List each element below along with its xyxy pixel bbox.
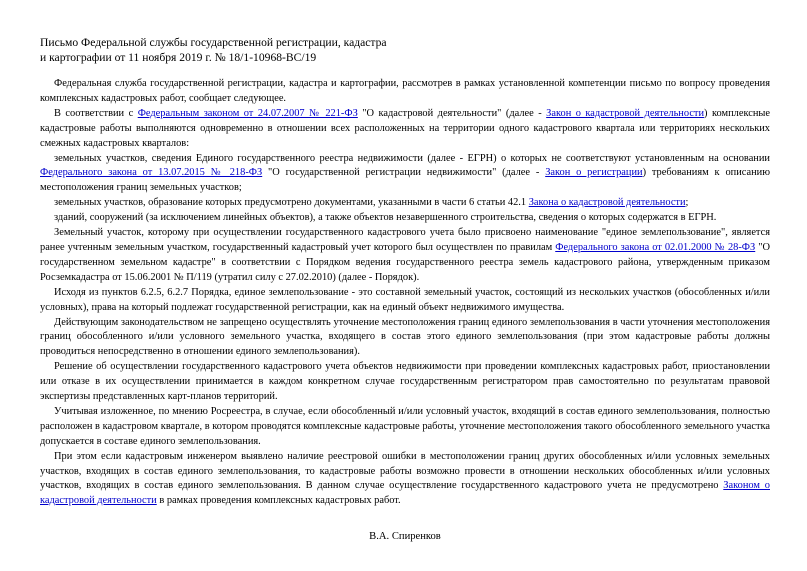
signature: В.А. Спиренков — [369, 531, 441, 543]
paragraph-6 — [40, 226, 770, 286]
p4-text-a: земельных участков, образование которых предусмотрено документами, указанными в части 6 статьи 42.1 — [54, 197, 529, 209]
p2-text-c: ) комплексные кадастровые работы выполняются одновременно в отношении всех расположенных на территории одного кадастрового квартала или территориях нескольких смежных кадастровых кварталов: — [40, 107, 770, 149]
p11-text-a: При этом если кадастровым инженером выявлено наличие реестровой ошибки в местоположении границ других обособленных и/или условных земельных участков, входящих в состав единого землепользования, то кадастровые работы возможно провести в отношении нескольких обособленных и/или условных участков, входящих в состав единого землепользования. В данном случае осуществление государственного кадастрового учета не предусмотрено — [40, 450, 770, 492]
p3-text-c: ) требованиям к описанию местоположения границ земельных участков; — [40, 167, 770, 194]
paragraph-11 — [40, 450, 770, 510]
p4-text-b: ; — [685, 197, 689, 209]
paragraph-10: Учитывая изложенное, по мнению Росреестра, в случае, если обособленный и/или условный участок, входящий в состав единого землепользования, полностью расположен в кадастровом квартале, в котором проводятся комплексные кадастровые работы, уточнение местоположения такого обособленного земельного участка допускается в составе единого землепользования. — [40, 405, 770, 447]
paragraph-7: Исходя из пунктов 6.2.5, 6.2.7 Порядка, единое землепользование - это составной земельный участок, состоящий из нескольких участков (обособленных и/или условных), права на который подлежат государственной регистрации, как на единый объект недвижимого имущества. — [40, 286, 770, 313]
paragraph-5: зданий, сооружений (за исключением линейных объектов), а также объектов незавершенного строительства, сведения о которых содержатся в ЕГРН. — [54, 212, 717, 224]
p2-text-b: "О кадастровой деятельности" (далее - — [357, 107, 547, 119]
paragraph-1: Федеральная служба государственной регистрации, кадастра и картографии, рассмотрев в рамках установленной компетенции письмо по вопросу проведения комплексных кадастровых работ, сообщает следующее. — [40, 78, 770, 104]
cadastral-activity-law-link-3[interactable]: Законом о кадастровой деятельности — [40, 480, 770, 507]
document-body — [40, 77, 770, 509]
cadastral-activity-law-link[interactable]: Закон о кадастровой деятельности — [546, 107, 705, 119]
paragraph-3 — [40, 152, 770, 197]
federal-law-28-link[interactable]: Федерального закона от 02.01.2000 № 28-ФЗ — [555, 241, 756, 253]
title-line-2: и картографии от 11 ноября 2019 г. № 18/1-10968-ВС/19 — [40, 51, 317, 64]
federal-law-221-link[interactable]: Федеральным законом от 24.07.2007 № 221-ФЗ — [137, 107, 358, 119]
paragraph-9: Решение об осуществлении государственного кадастрового учета объектов недвижимости при проведении комплексных кадастровых работ, приостановлении или отказе в их осуществлении принимается в каждом конкретном случае государственным регистратором прав самостоятельно по результатам правовой экспертизы представленных карт-планов территорий. — [40, 361, 770, 403]
paragraph-2 — [40, 107, 770, 152]
p3-text-b: "О государственной регистрации недвижимости" (далее - — [262, 167, 546, 179]
title-line-1: Письмо Федеральной службы государственной регистрации, кадастра — [40, 36, 387, 49]
paragraph-4 — [40, 196, 770, 211]
registration-law-link[interactable]: Закон о регистрации — [545, 167, 643, 179]
p6-text-a: Земельный участок, которому при осуществлении государственного кадастрового учета было присвоено наименование "единое землепользование", является ранее учтенным земельным участком, государственный кадастровый учет которого был осуществлен по правилам — [40, 227, 770, 253]
federal-law-218-link[interactable]: Федерального закона от 13.07.2015 № 218-ФЗ — [40, 167, 263, 179]
p2-text-a: В соответствии с — [54, 107, 138, 119]
paragraph-8: Действующим законодательством не запрещено осуществлять уточнение местоположения границ единого землепользования в части уточнения местоположения границ обособленного и/или условного земельного участка, входящего в состав этого единого землепользования (при этом кадастровые работы должны проводиться непосредственно в отношении единого землепользования). — [40, 316, 770, 358]
p11-text-b: в рамках проведения комплексных кадастровых работ. — [156, 495, 401, 507]
cadastral-activity-law-link-2[interactable]: Закона о кадастровой деятельности — [528, 197, 686, 209]
p6-text-b: "О государственном земельном кадастре" в соответствии с Порядком ведения государственного реестра земель кадастрового района, утвержденным приказом Росземкадастра от 15.06.2001 № П/119 (утратил силу с 27.02.2010) (далее - Порядок). — [40, 241, 770, 283]
document-title — [40, 35, 770, 65]
p3-text-a: земельных участков, сведения Единого государственного реестра недвижимости (далее - ЕГРН) о которых не соответствуют установленным на основании — [54, 152, 770, 164]
